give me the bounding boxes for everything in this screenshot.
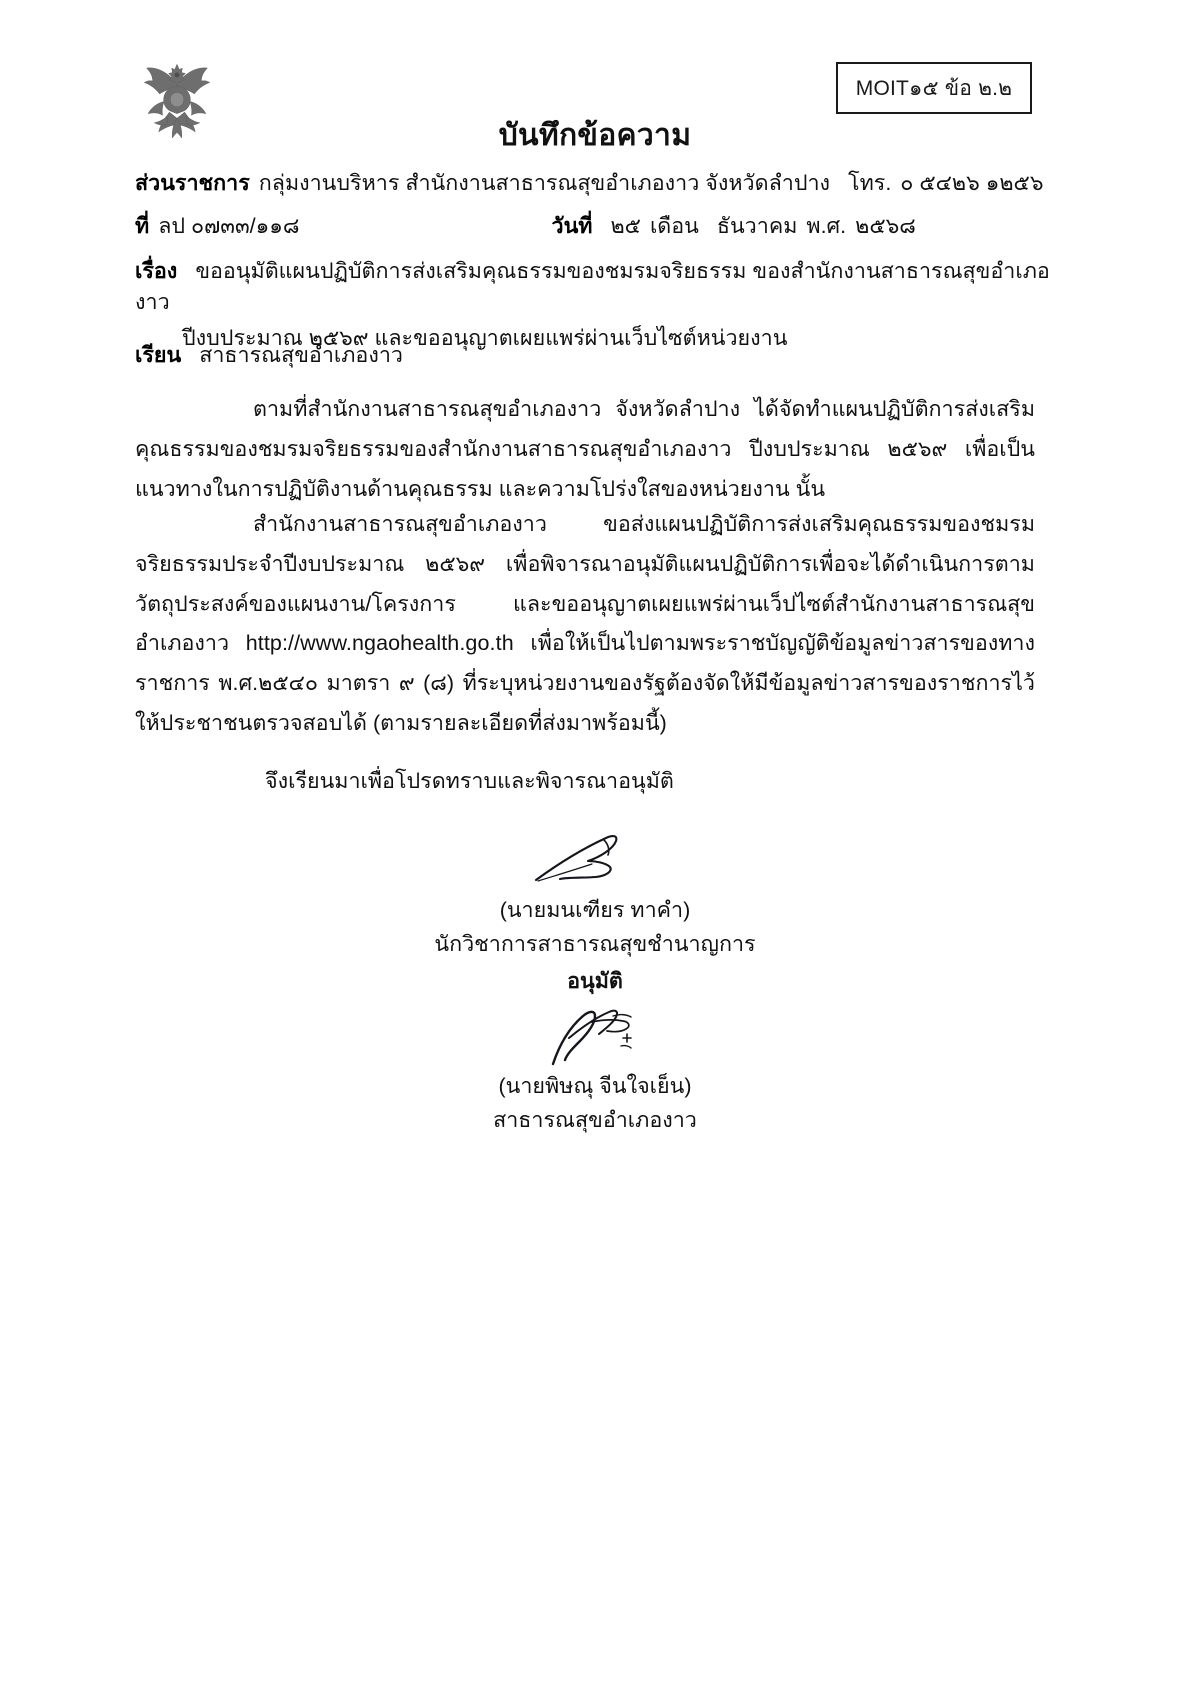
month-label: เดือน bbox=[649, 214, 699, 238]
field-subject bbox=[135, 256, 1065, 354]
body-paragraph-2-text-part1: สำนักงานสาธารณสุขอำเภองาว ขอส่งแผนปฏิบัติการส่งเสริมคุณธรรมของชมรมจริยธรรมประจำปีงบประมาณ ๒๕๖๙ เพื่อพิจารณาอนุมัติแผนปฏิบัติการเพื่อจะได้ดำเนินการตามวัตถุประสงค์ของแผนงาน/โครงการ และขออนุญาตเผยแพร่ผ่านเว็ปไซต์สำนักงานสาธารณสุขอำเภองาว bbox=[135, 512, 1035, 656]
phone-label: โทร. bbox=[848, 171, 892, 195]
date-day: ๒๕ bbox=[610, 214, 641, 238]
body-paragraph-3 bbox=[135, 762, 1035, 802]
year-label: พ.ศ. bbox=[806, 214, 847, 238]
signer-2-role: สาธารณสุขอำเภองาว bbox=[493, 1108, 697, 1133]
page-title: บันทึกข้อความ bbox=[498, 119, 692, 152]
date-label: วันที่ bbox=[551, 214, 593, 238]
signature-pitsanu-mark bbox=[495, 998, 695, 1068]
field-addressee bbox=[135, 340, 1065, 371]
moit-reference-label: MOIT๑๕ ข้อ ๒.๒ bbox=[855, 76, 1013, 100]
addressee-value: สาธารณสุขอำเภองาว bbox=[199, 343, 403, 367]
approval-label: อนุมัติ bbox=[567, 968, 623, 993]
subject-line-1: ขออนุมัติแผนปฏิบัติการส่งเสริมคุณธรรมของชมรมจริยธรรม ของสำนักงานสาธารณสุขอำเภองาว bbox=[135, 259, 1050, 314]
signature-block bbox=[395, 830, 795, 1138]
body-paragraph-2 bbox=[135, 505, 1035, 744]
signer-2-name: (นายพิษณุ จีนใจเย็น) bbox=[498, 1073, 692, 1098]
date-year: ๒๕๖๘ bbox=[855, 214, 916, 238]
signer-1-role: นักวิชาการสาธารณสุขชำนาญการ bbox=[434, 932, 756, 957]
body-paragraph-1-text: ตามที่สำนักงานสาธารณสุขอำเภองาว จังหวัดลำปาง ได้จัดทำแผนปฏิบัติการส่งเสริมคุณธรรมของชมรมจริยธรรมของสำนักงานสาธารณสุขอำเภองาว ปีงบประมาณ ๒๕๖๙ เพื่อเป็นแนวทางในการปฏิบัติงานด้านคุณธรรม และความโปร่งใสของหน่วยงาน นั้น bbox=[135, 397, 1035, 501]
department-label: ส่วนราชการ bbox=[135, 171, 250, 195]
signature-montian-mark bbox=[500, 830, 690, 892]
phone-value: ๐ ๕๔๒๖ ๑๒๕๖ bbox=[900, 171, 1044, 195]
moit-reference-box bbox=[836, 62, 1032, 114]
agency-website-url[interactable]: http://www.ngaohealth.go.th bbox=[245, 631, 514, 656]
subject-label: เรื่อง bbox=[135, 259, 178, 283]
body-paragraph-1 bbox=[135, 390, 1035, 509]
signer-1-name: (นายมนเฑียร ทาคำ) bbox=[499, 898, 691, 922]
date-block bbox=[552, 211, 916, 242]
field-department bbox=[135, 168, 1065, 199]
addressee-label: เรียน bbox=[135, 343, 182, 367]
date-month: ธันวาคม bbox=[716, 214, 798, 238]
reference-label: ที่ bbox=[135, 214, 150, 238]
field-reference-and-date bbox=[135, 211, 1065, 242]
body-paragraph-2-text-part2: เพื่อให้เป็นไปตามพระราชบัญญัติข้อมูลข่าวสารของทางราชการ พ.ศ.๒๕๔๐ มาตรา ๙ (๘) ที่ระบุหน่วยงานของรัฐต้องจัดให้มีข้อมูลข่าวสารของราชการไว้ให้ประชาชนตรวจสอบได้ (ตามรายละเอียดที่ส่งมาพร้อมนี้) bbox=[135, 631, 1035, 735]
closing-statement: จึงเรียนมาเพื่อโปรดทราบและพิจารณาอนุมัติ bbox=[265, 769, 674, 793]
subject-line-2: ปีงบประมาณ ๒๕๖๙ และขออนุญาตเผยแพร่ผ่านเว็บไซต์หน่วยงาน bbox=[182, 326, 788, 351]
reference-value: ลป ๐๗๓๓/๑๑๘ bbox=[158, 214, 300, 238]
department-value: กลุ่มงานบริหาร สำนักงานสาธารณสุขอำเภองาว จังหวัดลำปาง bbox=[258, 171, 831, 195]
